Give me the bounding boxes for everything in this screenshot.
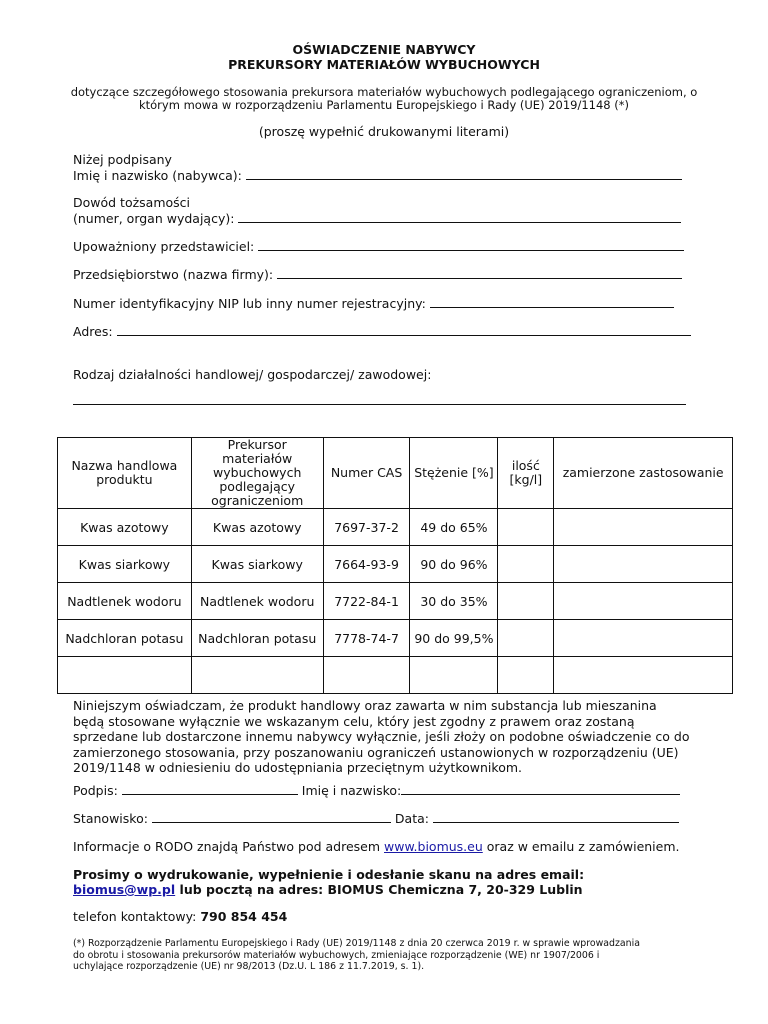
activity-field[interactable] bbox=[73, 392, 686, 405]
postal-address-text: lub pocztą na adres: BIOMUS Chemiczna 7, 20-329 Lublin bbox=[179, 882, 583, 897]
cell-intended-use[interactable] bbox=[554, 546, 733, 583]
signature-field[interactable] bbox=[122, 782, 298, 795]
header-cas-number: Numer CAS bbox=[323, 438, 410, 509]
cell-product-name: Kwas azotowy bbox=[58, 509, 192, 546]
id-document-field[interactable] bbox=[238, 210, 681, 223]
representative-row bbox=[73, 238, 684, 255]
cell-concentration: 90 do 99,5% bbox=[410, 620, 498, 657]
date-field[interactable] bbox=[433, 810, 679, 823]
regulation-description-line1: dotyczące szczegółowego stosowania prekursora materiałów wybuchowych podlegającego ograniczeniom, o bbox=[70, 85, 698, 99]
cell-precursor: Kwas azotowy bbox=[191, 509, 323, 546]
cell-concentration: 30 do 35% bbox=[410, 583, 498, 620]
footnote bbox=[73, 938, 713, 973]
phone-number: 790 854 454 bbox=[200, 909, 288, 924]
footnote-line: do obrotu i stosowania prekursorów materiałów wybuchowych, zmieniające rozporządzenie (WE) nr 1907/2006 i bbox=[73, 949, 600, 961]
cell-cas-number: 7722-84-1 bbox=[323, 583, 410, 620]
regulation-description-line2: którym mowa w rozporządzeniu Parlamentu Europejskiego i Rady (UE) 2019/1148 (*) bbox=[138, 98, 630, 112]
declaration-line: 2019/1148 w odniesieniu do udostępniania przeciętnym użytkownikom. bbox=[73, 760, 522, 775]
rodo-info bbox=[73, 839, 680, 855]
buyer-name-label: Imię i nazwisko (nabywca): bbox=[73, 168, 242, 183]
representative-field[interactable] bbox=[258, 238, 684, 251]
signer-name-field[interactable] bbox=[401, 782, 680, 795]
header-product-name: Nazwa handlowa produktu bbox=[58, 438, 192, 509]
address-label: Adres: bbox=[73, 324, 113, 339]
signed-label: Niżej podpisany bbox=[73, 152, 172, 167]
company-field[interactable] bbox=[277, 266, 682, 279]
declaration-line: zamierzonego stosowania, przy poszanowaniu ograniczeń ustanowionych w rozporządzeniu (UE) bbox=[73, 744, 679, 760]
company-label: Przedsiębiorstwo (nazwa firmy): bbox=[73, 267, 274, 282]
cell-cas-number: 7697-37-2 bbox=[323, 509, 410, 546]
cell-product-name: Kwas siarkowy bbox=[58, 546, 192, 583]
rodo-text-after: oraz w emailu z zamówieniem. bbox=[486, 839, 680, 854]
cell-precursor: Kwas siarkowy bbox=[191, 546, 323, 583]
table-header-row bbox=[58, 438, 733, 509]
footnote-line: uchylające rozporządzenie (UE) nr 98/2013 (Dz.U. L 186 z 11.7.2019, s. 1). bbox=[73, 961, 425, 972]
fill-instruction: (proszę wypełnić drukowanymi literami) bbox=[258, 124, 510, 139]
contact-phone-row bbox=[73, 909, 287, 925]
cell-cas-number: 7664-93-9 bbox=[323, 546, 410, 583]
signature-label: Podpis: bbox=[73, 783, 118, 798]
form-subtitle-title: PREKURSORY MATERIAŁÓW WYBUCHOWYCH bbox=[228, 57, 540, 72]
cell-concentration: 90 do 96% bbox=[410, 546, 498, 583]
cell-quantity[interactable] bbox=[498, 509, 554, 546]
header-intended-use: zamierzone zastosowanie bbox=[554, 438, 733, 509]
cell-concentration[interactable] bbox=[410, 657, 498, 694]
cell-product-name: Nadtlenek wodoru bbox=[58, 583, 192, 620]
date-label: Data: bbox=[394, 811, 429, 826]
table-row bbox=[58, 583, 733, 620]
declaration-text bbox=[73, 698, 713, 776]
company-row bbox=[73, 266, 682, 283]
table-row bbox=[58, 620, 733, 657]
position-field[interactable] bbox=[152, 810, 391, 823]
cell-product-name[interactable] bbox=[58, 657, 192, 694]
header-quantity: ilość [kg/l] bbox=[498, 438, 554, 509]
cell-intended-use[interactable] bbox=[554, 620, 733, 657]
id-document-row bbox=[73, 210, 681, 227]
precursor-table bbox=[57, 437, 733, 694]
cell-quantity[interactable] bbox=[498, 657, 554, 694]
cell-precursor: Nadchloran potasu bbox=[191, 620, 323, 657]
biomus-email-link[interactable]: biomus@wp.pl bbox=[73, 882, 176, 897]
declaration-line: będą stosowane wyłącznie we wskazanym celu, który jest zgodny z prawem oraz zostaną bbox=[73, 713, 635, 729]
table-row bbox=[58, 546, 733, 583]
position-label: Stanowisko: bbox=[73, 811, 148, 826]
biomus-website-link[interactable]: www.biomus.eu bbox=[384, 839, 483, 854]
signer-name-label: Imię i nazwisko: bbox=[301, 783, 402, 798]
nip-label: Numer identyfikacyjny NIP lub inny numer rejestracyjny: bbox=[73, 296, 426, 311]
submission-request-line1: Prosimy o wydrukowanie, wypełnienie i odesłanie skanu na adres email: bbox=[73, 867, 585, 882]
buyer-name-field[interactable] bbox=[246, 167, 682, 180]
form-title: OŚWIADCZENIE NABYWCY bbox=[292, 42, 476, 57]
table-row bbox=[58, 509, 733, 546]
nip-field[interactable] bbox=[430, 295, 674, 308]
cell-cas-number: 7778-74-7 bbox=[323, 620, 410, 657]
cell-precursor[interactable] bbox=[191, 657, 323, 694]
cell-cas-number[interactable] bbox=[323, 657, 410, 694]
address-row bbox=[73, 323, 691, 340]
buyer-name-row bbox=[73, 167, 682, 184]
nip-row bbox=[73, 295, 674, 312]
footnote-line: (*) Rozporządzenie Parlamentu Europejskiego i Rady (UE) 2019/1148 z dnia 20 czerwca 2019 r. w sprawie wprowadzania bbox=[73, 938, 640, 949]
phone-label: telefon kontaktowy: bbox=[73, 909, 197, 924]
cell-quantity[interactable] bbox=[498, 583, 554, 620]
declaration-line: Niniejszym oświadczam, że produkt handlowy oraz zawarta w nim substancja lub mieszanina bbox=[73, 698, 657, 713]
cell-quantity[interactable] bbox=[498, 620, 554, 657]
cell-quantity[interactable] bbox=[498, 546, 554, 583]
submission-request-line2 bbox=[73, 882, 583, 898]
rodo-text: Informacje o RODO znajdą Państwo pod adresem bbox=[73, 839, 381, 854]
activity-label: Rodzaj działalności handlowej/ gospodarczej/ zawodowej: bbox=[73, 367, 432, 382]
position-date-row bbox=[73, 810, 679, 827]
address-field[interactable] bbox=[117, 323, 691, 336]
cell-concentration: 49 do 65% bbox=[410, 509, 498, 546]
table-row-empty bbox=[58, 657, 733, 694]
header-precursor: Prekursor materiałów wybuchowych podlegający ograniczeniom bbox=[191, 438, 323, 509]
cell-intended-use[interactable] bbox=[554, 509, 733, 546]
cell-intended-use[interactable] bbox=[554, 583, 733, 620]
cell-product-name: Nadchloran potasu bbox=[58, 620, 192, 657]
activity-row bbox=[73, 392, 686, 409]
declaration-line: sprzedane lub dostarczone innemu nabywcy wyłącznie, jeśli złoży on podobne oświadczenie co do bbox=[73, 729, 690, 744]
id-document-sublabel: (numer, organ wydający): bbox=[73, 211, 235, 226]
cell-precursor: Nadtlenek wodoru bbox=[191, 583, 323, 620]
header-concentration: Stężenie [%] bbox=[410, 438, 498, 509]
signature-row bbox=[73, 782, 680, 799]
id-document-label: Dowód tożsamości bbox=[73, 195, 191, 210]
representative-label: Upoważniony przedstawiciel: bbox=[73, 239, 255, 254]
cell-intended-use[interactable] bbox=[554, 657, 733, 694]
